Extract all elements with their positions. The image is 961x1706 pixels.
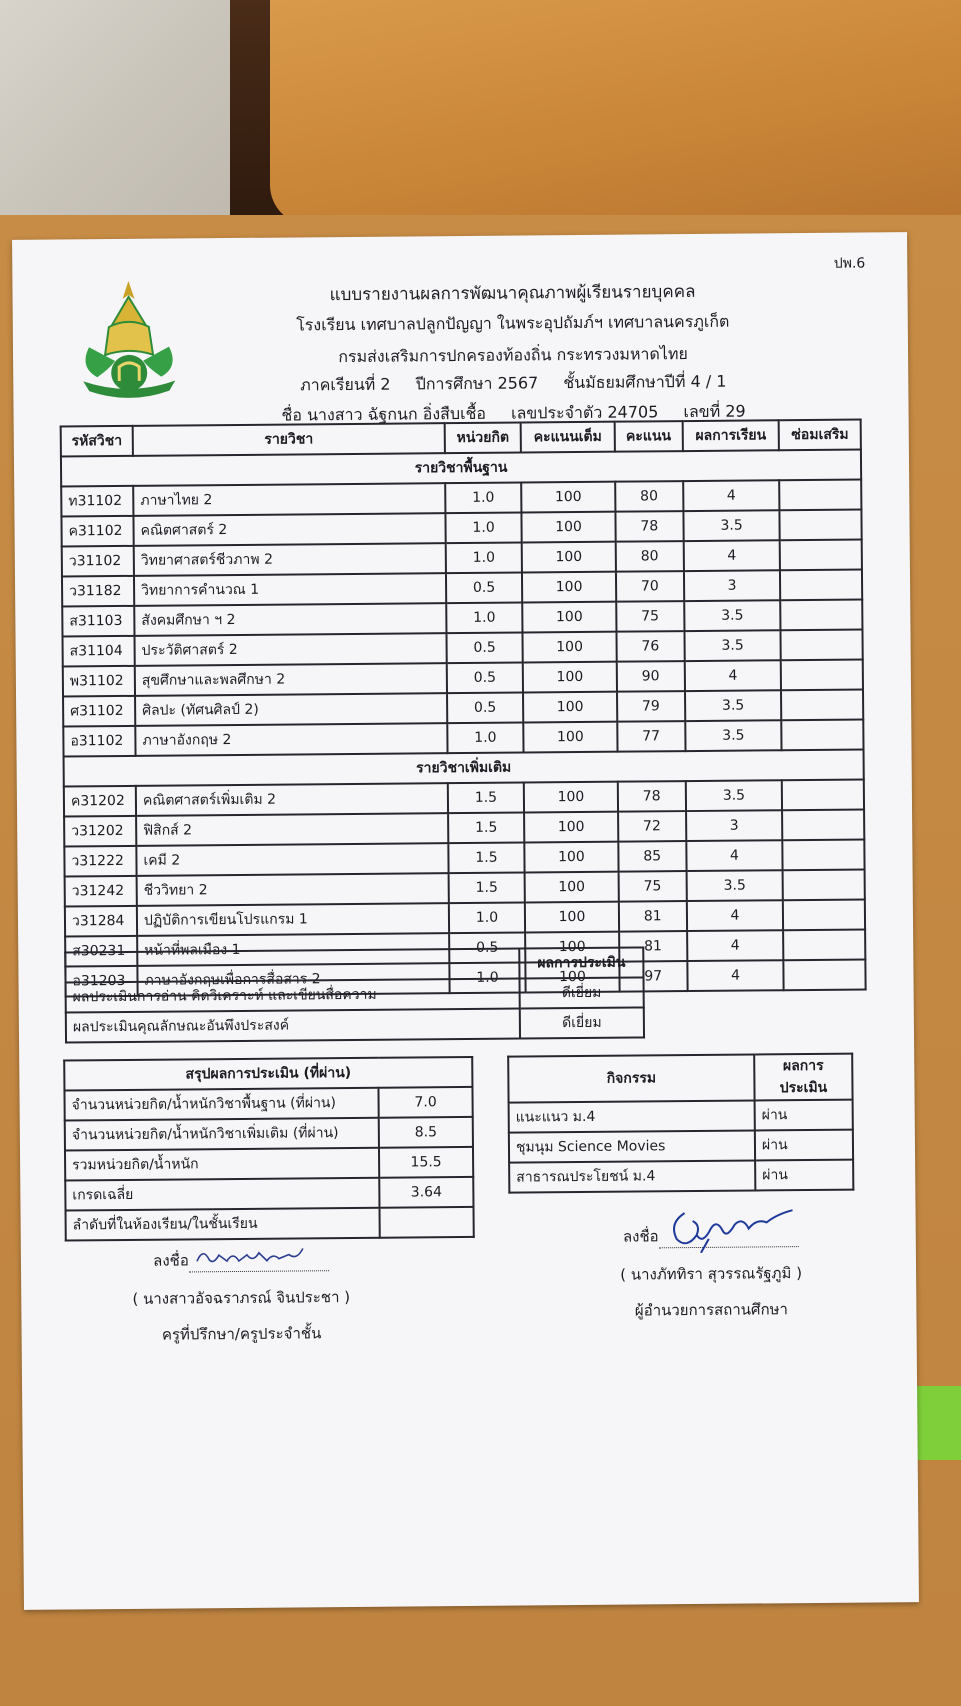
subject-code: ว31202 xyxy=(64,816,136,847)
subject-name: ภาษาอังกฤษ 2 xyxy=(135,723,447,756)
score-cell: 81 xyxy=(619,931,687,962)
full-score-cell: 100 xyxy=(524,812,618,843)
student-id: เลขประจำตัว 24705 xyxy=(511,402,659,423)
academic-year: ปีการศึกษา 2567 xyxy=(415,373,539,394)
teacher-role: ครูที่ปรึกษา/ครูประจำชั้น xyxy=(161,1324,322,1344)
full-score-cell: 100 xyxy=(524,842,618,873)
ministry-name: กรมส่งเสริมการปกครองท้องถิ่น กระทรวงมหาดไทย xyxy=(338,344,688,367)
remedial-cell xyxy=(780,570,862,601)
grades-table xyxy=(60,419,867,998)
director-sign-line xyxy=(581,1223,841,1249)
subject-code: ว31242 xyxy=(65,876,137,907)
col-credit: หน่วยกิต xyxy=(445,422,521,453)
score-cell: 80 xyxy=(615,481,683,512)
full-score-cell: 100 xyxy=(521,482,615,513)
evaluation-table xyxy=(64,946,645,1043)
summary-value: 7.0 xyxy=(378,1087,472,1118)
score-cell: 90 xyxy=(617,661,685,692)
subject-name: เคมี 2 xyxy=(136,843,448,876)
subject-code: ว31182 xyxy=(62,576,134,607)
credit-cell: 0.5 xyxy=(446,572,522,603)
subject-code: ว31284 xyxy=(65,906,137,937)
grade-cell: 3.5 xyxy=(685,690,782,721)
table-row xyxy=(509,1160,853,1193)
score-cell: 97 xyxy=(619,961,687,992)
grade-cell: 3.5 xyxy=(685,720,782,751)
remedial-cell xyxy=(781,630,863,661)
subject-name: ปฏิบัติการเขียนโปรแกรม 1 xyxy=(137,903,449,936)
director-signature-block xyxy=(581,1223,842,1323)
remedial-cell xyxy=(780,540,862,571)
activity-name: สาธารณประโยชน์ ม.4 xyxy=(509,1160,755,1192)
subject-name: คณิตศาสตร์เพิ่มเติม 2 xyxy=(136,783,448,816)
summary-header: สรุปผลการประเมิน (ที่ผ่าน) xyxy=(64,1057,472,1091)
credit-cell: 1.5 xyxy=(449,872,525,903)
summary-table xyxy=(63,1056,475,1242)
sign-label: ลงชื่อ xyxy=(622,1227,659,1246)
col-full-score: คะแนนเต็ม xyxy=(521,422,615,453)
col-activity-result: ผลการประเมิน xyxy=(754,1054,852,1101)
grade-cell: 3 xyxy=(686,810,783,841)
grade-cell: 4 xyxy=(686,900,783,931)
subject-code: ว31222 xyxy=(64,846,136,877)
summary-label: ลำดับที่ในห้องเรียน/ในชั้นเรียน xyxy=(66,1208,380,1241)
grade-cell: 4 xyxy=(686,840,783,871)
table-row xyxy=(509,1100,853,1133)
director-name: ( นางภัททิรา สุวรรณรัฐภูมิ ) xyxy=(620,1264,803,1284)
score-cell: 79 xyxy=(617,691,685,722)
report-title: แบบรายงานผลการพัฒนาคุณภาพผู้เรียนรายบุคคล xyxy=(329,281,696,306)
summary-label: จำนวนหน่วยกิต/น้ำหนักวิชาเพิ่มเติม (ที่ผ่าน) xyxy=(65,1118,379,1151)
full-score-cell: 100 xyxy=(522,632,616,663)
remedial-cell xyxy=(784,960,866,991)
col-code: รหัสวิชา xyxy=(61,426,133,457)
credit-cell: 1.5 xyxy=(448,812,524,843)
credit-cell: 1.5 xyxy=(448,842,524,873)
teacher-sign-line xyxy=(101,1247,381,1273)
score-cell: 78 xyxy=(615,511,683,542)
summary-value: 8.5 xyxy=(379,1117,473,1148)
school-name: โรงเรียน เทศบาลปลูกปัญญา ในพระอุปถัมภ์ฯ เทศบาลนครภูเก็ต xyxy=(296,311,730,335)
full-score-cell: 100 xyxy=(523,722,617,753)
score-cell: 70 xyxy=(616,571,684,602)
credit-cell: 1.0 xyxy=(446,542,522,573)
grade-cell: 3.5 xyxy=(686,870,783,901)
activities-header-row xyxy=(508,1054,852,1103)
full-score-cell: 100 xyxy=(524,782,618,813)
table-row xyxy=(64,1087,472,1121)
sign-label: ลงชื่อ xyxy=(153,1251,189,1270)
full-score-cell: 100 xyxy=(522,542,616,573)
teacher-name: ( นางสาวอัจฉราภรณ์ จินประชา ) xyxy=(132,1288,351,1308)
section-title: รายวิชาพื้นฐาน xyxy=(61,450,861,487)
section-title: รายวิชาเพิ่มเติม xyxy=(64,750,864,787)
subject-name: ประวัติศาสตร์ 2 xyxy=(134,633,446,666)
summary-value xyxy=(379,1207,473,1238)
credit-cell: 1.0 xyxy=(447,722,523,753)
evaluation-header: ผลการประเมิน xyxy=(519,947,643,978)
grade-cell: 4 xyxy=(687,930,784,961)
col-score: คะแนน xyxy=(615,421,683,452)
col-result: ผลการเรียน xyxy=(682,420,779,451)
subject-name: วิทยาศาสตร์ชีวภาพ 2 xyxy=(134,543,446,576)
activity-name: แนะแนว ม.4 xyxy=(509,1100,755,1132)
subject-code: พ31102 xyxy=(63,666,135,697)
full-score-cell: 100 xyxy=(525,872,619,903)
desk-top-surface xyxy=(270,0,961,225)
summary-label: รวมหน่วยกิต/น้ำหนัก xyxy=(65,1148,379,1181)
grade-cell: 3.5 xyxy=(683,510,780,541)
remedial-cell xyxy=(782,720,864,751)
remedial-cell xyxy=(781,600,863,631)
evaluation-label: ผลประเมินการอ่าน คิดวิเคราะห์ และเขียนสื่อความ xyxy=(66,979,520,1013)
subject-name: สุขศึกษาและพลศึกษา 2 xyxy=(135,663,447,696)
director-role: ผู้อำนวยการสถานศึกษา xyxy=(634,1300,789,1320)
subject-name: สังคมศึกษา ฯ 2 xyxy=(134,603,446,636)
score-cell: 76 xyxy=(616,631,684,662)
credit-cell: 1.0 xyxy=(445,512,521,543)
col-remedial: ซ่อมเสริม xyxy=(779,420,861,451)
full-score-cell: 100 xyxy=(525,932,619,963)
subject-code: ค31202 xyxy=(64,786,136,817)
full-score-cell: 100 xyxy=(521,512,615,543)
full-score-cell: 100 xyxy=(523,662,617,693)
remedial-cell xyxy=(783,840,865,871)
remedial-cell xyxy=(780,510,862,541)
subject-code: อ31102 xyxy=(63,726,135,757)
summary-label: จำนวนหน่วยกิต/น้ำหนักวิชาพื้นฐาน (ที่ผ่าน) xyxy=(64,1088,378,1121)
remedial-cell xyxy=(781,690,863,721)
activity-result: ผ่าน xyxy=(755,1100,853,1131)
score-cell: 85 xyxy=(618,841,686,872)
score-cell: 80 xyxy=(616,541,684,572)
term-line xyxy=(213,369,813,399)
grade-cell: 3.5 xyxy=(685,780,782,811)
semester: ภาคเรียนที่ 2 xyxy=(300,374,391,395)
grade-cell: 4 xyxy=(683,480,780,511)
credit-cell: 1.0 xyxy=(446,602,522,633)
subject-code: อ31203 xyxy=(65,966,137,997)
subject-code: ส31103 xyxy=(62,606,134,637)
remedial-cell xyxy=(781,660,863,691)
grade-cell: 4 xyxy=(687,960,784,991)
grade-cell: 4 xyxy=(684,660,781,691)
score-cell: 75 xyxy=(616,601,684,632)
subject-code: ศ31102 xyxy=(63,696,135,727)
subject-code: ท31102 xyxy=(61,486,133,517)
subject-name: ศิลปะ (ทัศนศิลป์ 2) xyxy=(135,693,447,726)
credit-cell: 1.0 xyxy=(449,962,525,993)
table-row xyxy=(65,1117,473,1151)
credit-cell: 0.5 xyxy=(447,692,523,723)
evaluation-label: ผลประเมินคุณลักษณะอันพึงประสงค์ xyxy=(66,1009,520,1043)
summary-value: 15.5 xyxy=(379,1147,473,1178)
table-row xyxy=(509,1130,853,1163)
credit-cell: 1.0 xyxy=(449,902,525,933)
subject-code: ส31104 xyxy=(63,636,135,667)
summary-header-row xyxy=(64,1057,472,1091)
full-score-cell: 100 xyxy=(525,902,619,933)
col-activity: กิจกรรม xyxy=(508,1054,754,1102)
teacher-signature xyxy=(189,1248,329,1272)
subject-name: ชีววิทยา 2 xyxy=(137,873,449,906)
subject-code: ว31102 xyxy=(62,546,134,577)
grade-cell: 3.5 xyxy=(684,600,781,631)
evaluation-value: ดีเยี่ยม xyxy=(520,977,644,1008)
grades-body xyxy=(61,450,866,997)
director-handwritten-signature xyxy=(662,1204,802,1253)
activity-name: ชุมนุม Science Movies xyxy=(509,1130,755,1162)
col-subject: รายวิชา xyxy=(133,423,445,456)
subject-name: วิทยาการคำนวณ 1 xyxy=(134,573,446,606)
grade-level: ชั้นมัธยมศึกษาปีที่ 4 / 1 xyxy=(563,371,727,393)
student-number: เลขที่ 29 xyxy=(683,401,746,422)
remedial-cell xyxy=(780,480,862,511)
student-name: ชื่อ นางสาว ฉัฐกนก อิ่งสืบเชื้อ xyxy=(281,403,487,425)
activity-result: ผ่าน xyxy=(755,1130,853,1161)
subject-name: คณิตศาสตร์ 2 xyxy=(133,513,445,546)
credit-cell: 1.5 xyxy=(448,782,524,813)
credit-cell: 1.0 xyxy=(445,482,521,513)
score-cell: 77 xyxy=(617,721,685,752)
remedial-cell xyxy=(783,810,865,841)
remedial-cell xyxy=(783,870,865,901)
school-emblem-logo xyxy=(68,276,189,407)
table-row xyxy=(66,1207,474,1241)
teacher-handwritten-signature xyxy=(193,1242,313,1269)
score-cell: 72 xyxy=(618,811,686,842)
subject-name: ฟิสิกส์ 2 xyxy=(136,813,448,846)
table-row xyxy=(66,1007,644,1042)
summary-label: เกรดเฉลี่ย xyxy=(65,1178,379,1211)
evaluation-blank-cell xyxy=(65,949,519,983)
table-row xyxy=(65,1177,473,1211)
report-sheet xyxy=(12,232,919,1610)
credit-cell: 0.5 xyxy=(447,662,523,693)
grade-cell: 4 xyxy=(683,540,780,571)
subject-code: ค31102 xyxy=(61,516,133,547)
subject-name: ภาษาไทย 2 xyxy=(133,483,445,516)
full-score-cell: 100 xyxy=(522,602,616,633)
score-cell: 78 xyxy=(618,781,686,812)
teacher-signature-block xyxy=(101,1247,382,1347)
activity-result: ผ่าน xyxy=(755,1160,853,1191)
grade-cell: 3.5 xyxy=(684,630,781,661)
table-row xyxy=(65,1147,473,1181)
credit-cell: 0.5 xyxy=(449,932,525,963)
remedial-cell xyxy=(784,930,866,961)
credit-cell: 0.5 xyxy=(446,632,522,663)
full-score-cell: 100 xyxy=(525,962,619,993)
grade-cell: 3 xyxy=(684,570,781,601)
full-score-cell: 100 xyxy=(523,692,617,723)
evaluation-value: ดีเยี่ยม xyxy=(520,1007,644,1038)
full-score-cell: 100 xyxy=(522,572,616,603)
director-signature xyxy=(659,1224,799,1248)
subject-code: ส30231 xyxy=(65,936,137,967)
form-code: ปพ.6 xyxy=(833,255,866,272)
subject-name: ภาษาอังกฤษเพื่อการสื่อสาร 2 xyxy=(137,963,449,996)
activities-table xyxy=(507,1053,854,1194)
subject-name: หน้าที่พลเมือง 1 xyxy=(137,933,449,966)
summary-value: 3.64 xyxy=(379,1177,473,1208)
score-cell: 75 xyxy=(619,871,687,902)
score-cell: 81 xyxy=(619,901,687,932)
remedial-cell xyxy=(783,900,865,931)
remedial-cell xyxy=(782,780,864,811)
